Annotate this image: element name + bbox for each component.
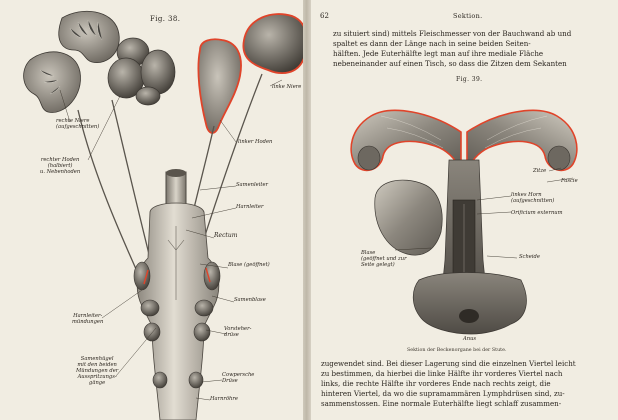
label-linkes-horn-1: linkes Horn bbox=[511, 192, 542, 198]
label-anus: Anus bbox=[463, 336, 477, 342]
label-samenhuegel-5: gänge bbox=[89, 380, 106, 386]
text-bottom-line-3: links, die rechte Hälfte ihr vorderes Ende nach rechts zeigt, die bbox=[321, 379, 551, 388]
text-top-line-4: nebeneinander auf einen Tisch, so dass die Zitzen dem Sekanten bbox=[333, 59, 567, 68]
text-bottom-line-4: hinteren Viertel, da wo die supramammären Lymphdrüsen sind, zu- bbox=[321, 389, 565, 398]
right-testis bbox=[108, 38, 175, 105]
label-scheide: Scheide bbox=[519, 254, 540, 260]
label-samenhuegel-2: mit den beiden bbox=[77, 362, 117, 368]
text-top-line-3: hälften. Jede Euterhälfte legt man auf ihre mediale Fläche bbox=[333, 49, 544, 58]
label-blase-2: (geöffnet und zur bbox=[361, 256, 407, 262]
label-blase-3: Seite gelegt) bbox=[361, 262, 395, 268]
label-harnleiter-muendungen-2: mündungen bbox=[72, 319, 104, 325]
label-harnleiter: Harnleiter bbox=[236, 204, 264, 210]
label-orificium: Orificium externum bbox=[511, 210, 563, 216]
right-page bbox=[311, 0, 618, 420]
text-top-line-2: spaltet es dann der Länge nach in seine beiden Seiten- bbox=[333, 39, 531, 48]
pelvic-floor bbox=[413, 273, 526, 335]
label-zitze: Zitze bbox=[533, 168, 547, 174]
figure-title: Fig. 38. bbox=[150, 15, 181, 23]
label-linkes-horn bbox=[511, 192, 554, 204]
label-vorsteher-2: drüse bbox=[224, 332, 239, 338]
text-bottom-line-2: zu bestimmen, da hierbei die linke Hälfte ihr vorderes Viertel nach bbox=[321, 369, 563, 378]
label-samenhuegel bbox=[76, 356, 118, 386]
label-rechte-niere-text: rechte Niere bbox=[56, 118, 90, 124]
label-rechter-hoden-text: rechter Hoden bbox=[40, 157, 80, 163]
figure-caption: Sektion der Beckenorgane bei der Stute. bbox=[407, 348, 507, 353]
label-cowpersche-2: Drüse bbox=[222, 378, 238, 384]
book-gutter bbox=[303, 0, 311, 420]
label-samenhuegel-1: Samenhügel bbox=[80, 356, 114, 362]
label-samenhuegel-3: Mündungen der bbox=[76, 368, 119, 374]
label-blase bbox=[361, 250, 407, 268]
label-cowpersche-1: Cowpersche bbox=[222, 372, 255, 378]
label-blase: Blase (geöffnet) bbox=[228, 262, 270, 268]
label-rechte-niere-sub: (aufgeschnitten) bbox=[56, 124, 100, 130]
male-urogenital-illustration bbox=[0, 0, 303, 420]
label-linker-hoden: linker Hoden bbox=[238, 139, 273, 145]
label-harnleiter-muendungen-1: Harnleiter- bbox=[73, 313, 103, 319]
label-cowpersche-druese bbox=[222, 372, 254, 384]
running-head: Sektion. bbox=[453, 12, 483, 20]
text-bottom-line-5: sammenstossen. Eine normale Euterhälfte liegt schlaff zusammen- bbox=[321, 399, 562, 408]
label-rechter-hoden-sub: (halbiert) bbox=[47, 163, 73, 169]
label-harnleiter-muendungen bbox=[72, 313, 103, 325]
bladder bbox=[375, 180, 442, 255]
right-kidney-halves bbox=[24, 11, 120, 112]
text-bottom-line-1: zugewendet sind. Bei dieser Lagerung sind die einzelnen Viertel leicht bbox=[321, 359, 576, 368]
label-samenblase: Samenblase bbox=[234, 297, 266, 303]
label-nebenhoden: u. Nebenhoden bbox=[40, 169, 81, 175]
left-kidney bbox=[243, 14, 303, 73]
page-number: 62 bbox=[320, 12, 329, 20]
label-samenhuegel-4: Ausspritzungs- bbox=[77, 374, 117, 380]
figure-title: Fig. 39. bbox=[456, 76, 483, 83]
label-fascie: Fascie bbox=[561, 178, 578, 184]
left-page bbox=[0, 0, 303, 420]
label-vorsteherdruese bbox=[224, 326, 251, 338]
text-top-line-1: zu situiert sind) mittels Fleischmesser von der Bauchwand ab und bbox=[333, 29, 572, 38]
left-testis bbox=[198, 39, 241, 133]
label-rechter-hoden bbox=[40, 157, 80, 175]
label-linkes-horn-2: (aufgeschnitten) bbox=[511, 198, 555, 204]
label-rectum: Rectum bbox=[214, 232, 238, 239]
label-vorsteher-1: Vorsteher- bbox=[224, 326, 252, 332]
label-linke-niere: linke Niere bbox=[272, 84, 302, 90]
label-rechte-niere bbox=[56, 118, 99, 130]
label-harnroehre: Harnröhre bbox=[210, 396, 238, 402]
label-samenleiter: Samenleiter bbox=[236, 182, 268, 188]
label-blase-1: Blase bbox=[361, 250, 376, 256]
